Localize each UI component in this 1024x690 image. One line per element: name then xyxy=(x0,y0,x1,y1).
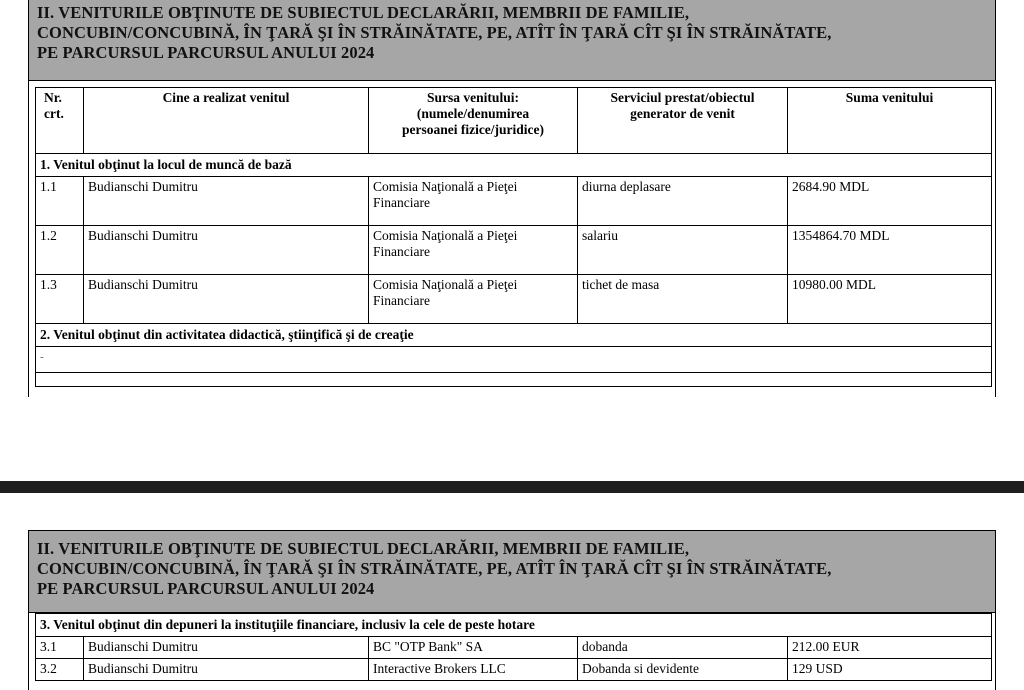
section-title-line-1: II. VENITURILE OBŢINUTE DE SUBIECTUL DECLARĂRII, MEMBRII DE FAMILIE, xyxy=(37,539,690,558)
section-title xyxy=(29,531,995,613)
cell-source: BC "OTP Bank" SA xyxy=(369,637,578,659)
column-header-source: Sursa venitului: (numele/denumirea persoanei fizice/juridice) xyxy=(369,88,578,154)
table-header-row xyxy=(36,88,992,154)
page-divider xyxy=(0,481,1024,493)
section-title-line-2: CONCUBIN/CONCUBINĂ, ÎN ŢARĂ ŞI ÎN STRĂINĂTATE, PE, ATÎT ÎN ŢARĂ CÎT ŞI ÎN STRĂINĂTATE, xyxy=(37,23,832,42)
cell-source: Comisia Naţională a Pieţei Financiare xyxy=(369,275,578,324)
cell-amount: 1354864.70 MDL xyxy=(788,226,992,275)
cell-who: Budianschi Dumitru xyxy=(84,637,369,659)
category-row-salary xyxy=(36,154,992,177)
income-section-page-1 xyxy=(28,0,996,397)
category-label: 1. Venitul obţinut la locul de muncă de bază xyxy=(36,154,992,177)
empty-placeholder: - xyxy=(36,347,992,373)
cell-source: Comisia Naţională a Pieţei Financiare xyxy=(369,226,578,275)
section-title-line-3: PE PARCURSUL PARCURSUL ANULUI 2024 xyxy=(37,579,375,598)
column-header-amount: Suma venitului xyxy=(788,88,992,154)
column-header-nr: Nr. crt. xyxy=(36,88,84,154)
section-title-line-2: CONCUBIN/CONCUBINĂ, ÎN ŢARĂ ŞI ÎN STRĂINĂTATE, PE, ATÎT ÎN ŢARĂ CÎT ŞI ÎN STRĂINĂTATE, xyxy=(37,559,832,578)
cell-amount: 10980.00 MDL xyxy=(788,275,992,324)
cell-nr: 1.1 xyxy=(36,177,84,226)
cell-service: tichet de masa xyxy=(578,275,788,324)
table-row xyxy=(36,177,992,226)
cell-source: Comisia Naţională a Pieţei Financiare xyxy=(369,177,578,226)
section-title-line-1: II. VENITURILE OBŢINUTE DE SUBIECTUL DECLARĂRII, MEMBRII DE FAMILIE, xyxy=(37,3,690,22)
cell-who: Budianschi Dumitru xyxy=(84,177,369,226)
income-table xyxy=(35,87,992,387)
income-section-page-2 xyxy=(28,530,996,690)
cell-amount: 129 USD xyxy=(788,659,992,681)
category-row-deposits xyxy=(36,614,992,637)
category-row-didactic xyxy=(36,324,992,347)
table-row xyxy=(36,659,992,681)
cell-service: salariu xyxy=(578,226,788,275)
column-header-who: Cine a realizat venitul xyxy=(84,88,369,154)
category-label: 2. Venitul obţinut din activitatea didactică, ştiinţifică şi de creaţie xyxy=(36,324,992,347)
cell-nr: 1.2 xyxy=(36,226,84,275)
cell-nr: 3.2 xyxy=(36,659,84,681)
cell-nr: 3.1 xyxy=(36,637,84,659)
cell-service: Dobanda si devidente xyxy=(578,659,788,681)
column-header-service: Serviciul prestat/obiectul generator de venit xyxy=(578,88,788,154)
category-label: 3. Venitul obţinut din depuneri la instituţiile financiare, inclusiv la cele de peste hotare xyxy=(36,614,992,637)
table-row xyxy=(36,226,992,275)
table-row xyxy=(36,275,992,324)
cell-service: diurna deplasare xyxy=(578,177,788,226)
income-table xyxy=(35,613,992,681)
cell-source: Interactive Brokers LLC xyxy=(369,659,578,681)
cell-who: Budianschi Dumitru xyxy=(84,275,369,324)
section-title-line-3: PE PARCURSUL PARCURSUL ANULUI 2024 xyxy=(37,43,375,62)
empty-row xyxy=(36,347,992,373)
section-title xyxy=(29,0,995,81)
table-row xyxy=(36,637,992,659)
cell-nr: 1.3 xyxy=(36,275,84,324)
cell-who: Budianschi Dumitru xyxy=(84,659,369,681)
table-row-stub xyxy=(36,373,992,387)
cell-amount: 2684.90 MDL xyxy=(788,177,992,226)
cell-amount: 212.00 EUR xyxy=(788,637,992,659)
cell-who: Budianschi Dumitru xyxy=(84,226,369,275)
cell-service: dobanda xyxy=(578,637,788,659)
